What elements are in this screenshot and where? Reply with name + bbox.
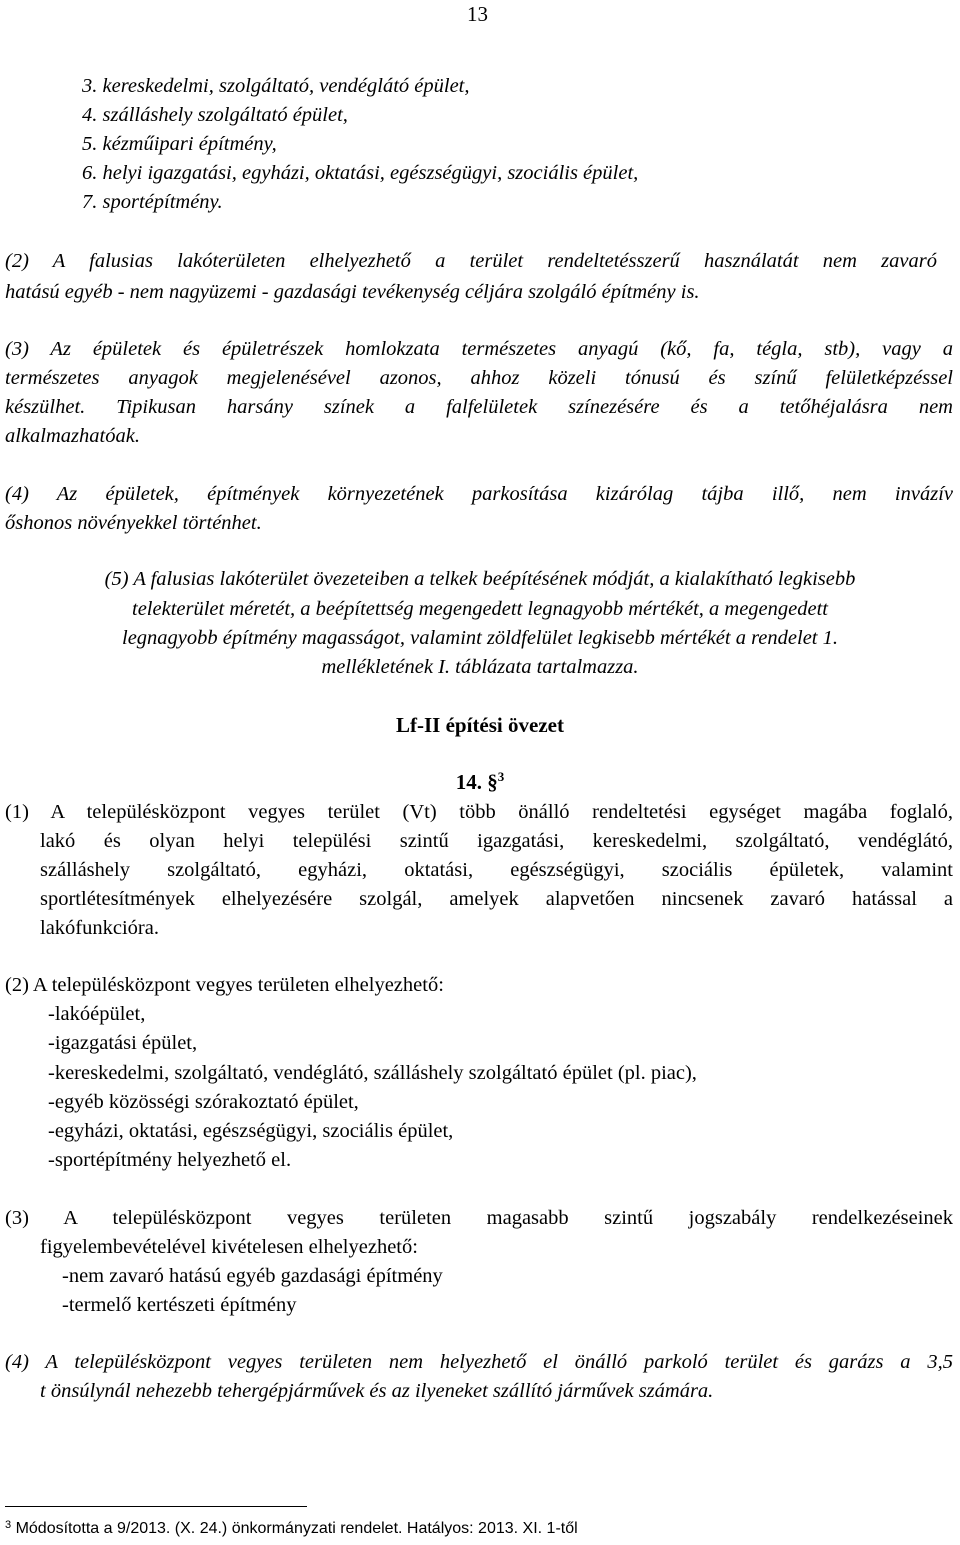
para5-line: telekterület méretét, a beépítettség megengedett legnagyobb mértékét, a megengedett [132, 598, 828, 620]
s2-item: -sportépítmény helyezhető el. [48, 1149, 292, 1171]
list-item: 3. kereskedelmi, szolgáltató, vendéglátó épület, [82, 75, 470, 97]
para3-line: készülhet. Tipikusan harsány színek a falfelületek színezésére és a tetőhéjalásra nem [5, 396, 953, 418]
s4-line: t önsúlynál nehezebb tehergépjárművek és az ilyeneket szállító járművek számára. [40, 1380, 714, 1402]
s1-line: lakófunkcióra. [40, 917, 159, 939]
s1-line: (1) A településközpont vegyes terület (Vt) több önálló rendeltetési egységet magába foglaló, [5, 801, 953, 823]
para4-line: őshonos növényekkel történhet. [5, 512, 262, 534]
footnote-ref: 3 [497, 769, 505, 784]
s1-line: lakó és olyan helyi települési szintű igazgatási, kereskedelmi, szolgáltató, vendéglátó, [40, 830, 953, 852]
footnote-divider [5, 1506, 307, 1507]
s2-item: -egyházi, oktatási, egészségügyi, szociális épület, [48, 1120, 454, 1142]
para4-line: (4) Az épületek, építmények környezetének parkosítása kizárólag tájba illő, nem invázív [5, 483, 953, 505]
para2-line: hatású egyéb - nem nagyüzemi - gazdasági tevékenység céljára szolgáló építmény is. [5, 281, 700, 303]
s3-item: -nem zavaró hatású egyéb gazdasági építmény [62, 1265, 443, 1287]
list-item: 4. szálláshely szolgáltató épület, [82, 104, 348, 126]
list-item: 7. sportépítmény. [82, 191, 223, 213]
footnote-mark: 3 [5, 1519, 12, 1531]
para3-line: (3) Az épületek és épületrészek homlokzata természetes anyagú (kő, fa, tégla, stb), vagy a [5, 338, 953, 360]
s1-line: sportlétesítmények elhelyezésére szolgál, amelyek alapvetően nincsenek zavaró hatással a [40, 888, 953, 910]
para3-line: alkalmazhatóak. [5, 425, 140, 447]
list-item: 6. helyi igazgatási, egyházi, oktatási, egészségügyi, szociális épület, [82, 162, 639, 184]
section-title: Lf-II építési övezet [396, 713, 564, 737]
section-number-wrap [0, 769, 960, 794]
section-number: 14. § [455, 770, 498, 794]
para5-line: (5) A falusias lakóterület övezeteiben a telkek beépítésének módját, a kialakítható legkisebb [104, 568, 856, 590]
s4-line: (4) A településközpont vegyes területen nem helyezhető el önálló parkoló terület és garázs a 3,5 [5, 1351, 953, 1373]
s3-line: (3) A településközpont vegyes területen magasabb szintű jogszabály rendelkezéseinek [5, 1207, 953, 1229]
footnote [5, 1521, 578, 1537]
s1-line: szálláshely szolgáltató, egyházi, oktatási, egészségügyi, szociális épületek, valamint [40, 859, 953, 881]
s2-intro: (2) A településközpont vegyes területen elhelyezhető: [5, 974, 444, 996]
s3-line: figyelembevételével kivételesen elhelyezhető: [40, 1236, 418, 1258]
s2-item: -kereskedelmi, szolgáltató, vendéglátó, szálláshely szolgáltató épület (pl. piac), [48, 1062, 697, 1084]
page-number: 13 [467, 2, 488, 26]
s2-item: -igazgatási épület, [48, 1032, 198, 1054]
s3-item: -termelő kertészeti építmény [62, 1294, 297, 1316]
footnote-text: Módosította a 9/2013. (X. 24.) önkormányzati rendelet. Hatályos: 2013. XI. 1-től [15, 1520, 578, 1537]
list-item: 5. kézműipari építmény, [82, 133, 277, 155]
s2-item: -egyéb közösségi szórakoztató épület, [48, 1091, 359, 1113]
para5-line: legnagyobb építmény magasságot, valamint zöldfelület legkisebb mértékét a rendelet 1. [122, 627, 838, 649]
para5-line: mellékletének I. táblázata tartalmazza. [321, 656, 639, 678]
s2-item: -lakóépület, [48, 1003, 146, 1025]
para3-line: természetes anyagok megjelenésével azonos, ahhoz közeli tónusú és színű felületképzéssel [5, 367, 953, 389]
para2-line: (2) A falusias lakóterületen elhelyezhető a terület rendeltetésszerű használatát nem zavaró [5, 250, 937, 272]
